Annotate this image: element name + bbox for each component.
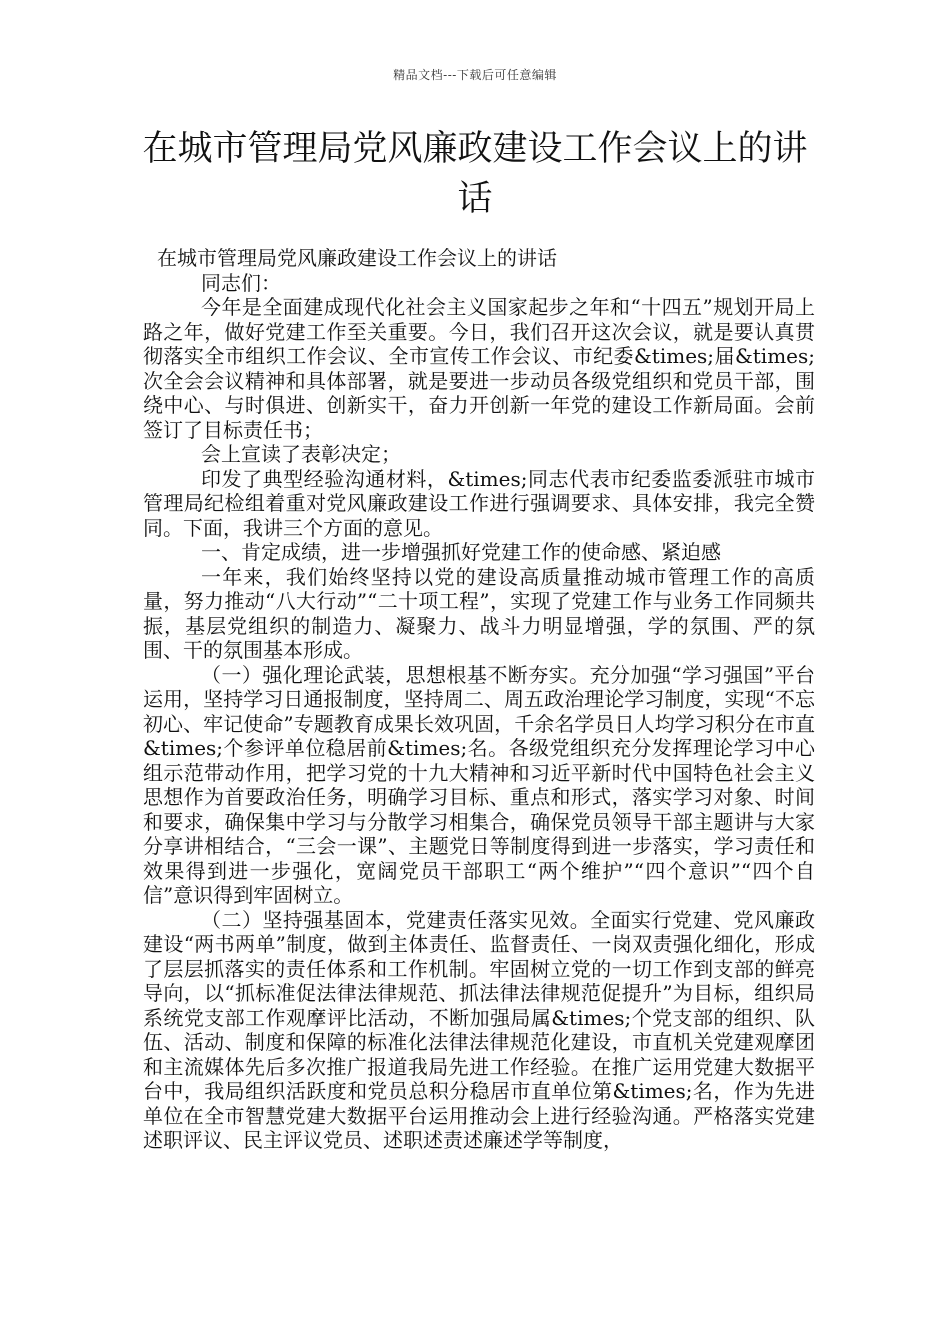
paragraph: （一）强化理论武装，思想根基不断夯实。充分加强“学习强国”平台运用，坚持学习日通报制度，坚持周二、周五政治理论学习制度，实现“不忘初心、牢记使命”专题教育成果长效巩固，千余名学员日人均学习积分在市直&times;个参评单位稳居前&times;名。各级党组织充分发挥理论学习中心组示范带动作用，把学习党的十九大精神和习近平新时代中国特色社会主义思想作为首要政治任务，明确学习目标、重点和形式，落实学习对象、时间和要求，确保集中学习与分散学习相集合，确保党员领导干部主题讲与大家分享讲相结合，“三会一课”、主题党日等制度得到进一步落实，学习责任和效果得到进一步强化，宽阔党员干部职工“两个维护”“四个意识”“四个自信”意识得到牢固树立。 (143, 662, 815, 907)
paragraph: 一年来，我们始终坚持以党的建设高质量推动城市管理工作的高质量，努力推动“八大行动”“二十项工程”，实现了党建工作与业务工作同频共振，基层党组织的制造力、凝聚力、战斗力明显增强，学的氛围、严的氛围、干的氛围基本形成。 (143, 564, 815, 662)
paragraph: 会上宣读了表彰决定； (201, 442, 401, 466)
salutation: 同志们： (201, 270, 281, 295)
section-heading: 一、肯定成绩，进一步增强抓好党建工作的使命感、紧迫感 (201, 540, 721, 564)
paragraph: （二）坚持强基固本，党建责任落实见效。全面实行党建、党风廉政建设“两书两单”制度，做到主体责任、监督责任、一岗双责强化细化，形成了层层抓落实的责任体系和工作机制。牢固树立党的一切工作到支部的鲜亮导向，以“抓标准促法律法律规范、抓法律法律规范促提升”为目标，组织局系统党支部工作观摩评比活动，不断加强局属&times;个党支部的组织、队伍、活动、制度和保障的标准化法律法律规范化建设，市直机关党建观摩团和主流媒体先后多次推广报道我局先进工作经验。在推广运用党建大数据平台中，我局组织活跃度和党员总积分稳居市直单位第&times;名，作为先进单位在全市智慧党建大数据平台运用推动会上进行经验沟通。严格落实党建述职评议、民主评议党员、述职述责述廉述学等制度， (143, 907, 815, 1152)
document-title: 在城市管理局党风廉政建设工作会议上的讲话 (142, 129, 808, 219)
header-note: 精品文档---下载后可任意编辑 (393, 68, 557, 82)
document-body (143, 246, 815, 1153)
paragraph: 今年是全面建成现代化社会主义国家起步之年和“十四五”规划开局上路之年，做好党建工作至关重要。今日，我们召开这次会议，就是要认真贯彻落实全市组织工作会议、全市宣传工作会议、市纪委&times;届&times;次全会会议精神和具体部署，就是要进一步动员各级党组织和党员干部，围绕中心、与时俱进、创新实干，奋力开创新一年党的建设工作新局面。会前签订了目标责任书； (143, 295, 815, 442)
document-subtitle: 在城市管理局党风廉政建设工作会议上的讲话 (157, 246, 557, 270)
paragraph: 印发了典型经验沟通材料，&times;同志代表市纪委监委派驻市城市管理局纪检组着重对党风廉政建设工作进行强调要求、具体安排，我完全赞同。下面，我讲三个方面的意见。 (143, 466, 815, 540)
